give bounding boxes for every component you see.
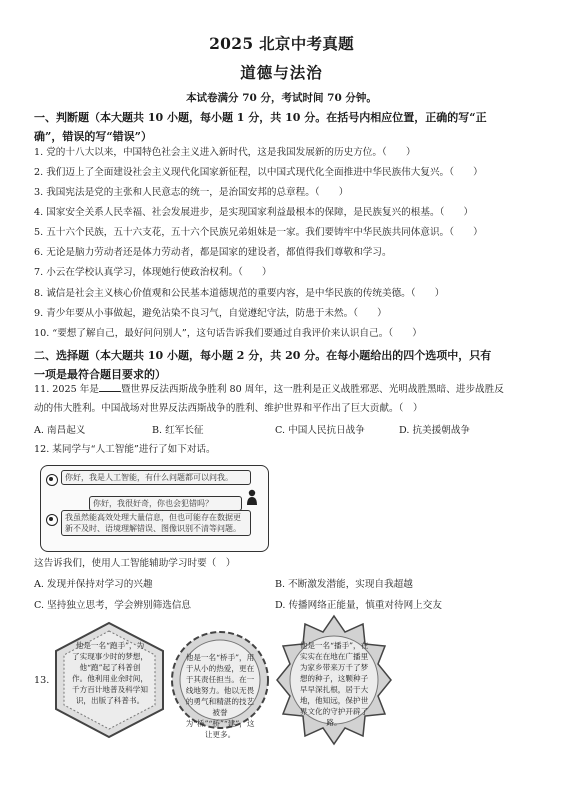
exam-title: 2025 北京中考真题 <box>209 34 354 53</box>
section1-heading-line1: 一、判断题（本大题共 10 小题，每小题 1 分，共 10 分。在括号内相应位置，正确的写“正 <box>34 111 487 124</box>
judge-item-2: 2. 我们迈上了全面建设社会主义现代化国家新征程，以中国式现代化全面推进中华民族伟大复兴。（ ） <box>34 167 483 178</box>
q11-blank <box>99 381 121 392</box>
q11-stem-post: 暨世界反法西斯战争胜利 80 周年，这一胜利是正义战胜邪恶、光明战胜黑暗、进步战胜反 <box>120 384 504 395</box>
q11-option-b: B. 红军长征 <box>152 425 204 436</box>
judge-item-8: 8. 诚信是社会主义核心价值观和公民基本道德规范的重要内容，是中华民族的传统美德。（ ） <box>34 288 445 299</box>
judge-item-9: 9. 青少年要从小事做起，避免沾染不良习气，自觉遵纪守法，防患于未然。（ ） <box>34 308 387 319</box>
exam-subject: 道德与法治 <box>240 63 323 82</box>
q12-option-b: B. 不断激发潜能，实现自我超越 <box>275 579 413 590</box>
badge-text-2: 他是一名“桥手”，用于从小的热爱，更在于其责任担当。在一线地努力。他以无畏的勇气和精湛的技艺被誉为“桥”“桥”“建”，这让更多。 <box>185 653 255 739</box>
badge-text-1: 他是一名“跑手”，为了实现事少时的梦想，他“跑”起了科普创作。他利用业余时间，千方百计地普及科学知识，出版了科普书。 <box>72 641 148 705</box>
section1-heading-line2: 确”，错误的写“错误”） <box>34 130 152 143</box>
judge-item-10: 10. “要想了解自己，最好问问别人”，这句话告诉我们要通过自我评价来认识自己。（ ） <box>34 328 422 339</box>
q11-option-c: C. 中国人民抗日战争 <box>275 425 365 436</box>
question-11-stem-line2: 动的伟大胜利。中国战场对世界反法西斯战争的胜利、维护世界和平作出了巨大贡献。（ ） <box>34 403 423 414</box>
question-11-stem <box>34 380 534 400</box>
question-12-question: 这告诉我们，使用人工智能辅助学习时要（ ） <box>34 558 236 569</box>
judge-item-6: 6. 无论是脑力劳动者还是体力劳动者，都是国家的建设者，都值得我们尊敬和学习。 <box>34 247 392 258</box>
judge-item-7: 7. 小云在学校认真学习，体现她行使政治权利。（ ） <box>34 267 272 278</box>
robot-icon <box>46 474 58 486</box>
judge-item-5: 5. 五十六个民族，五十六支花，五十六个民族兄弟姐妹是一家。我们要铸牢中华民族共同体意识。（ ） <box>34 227 483 238</box>
section2-heading-line2: 一项是最符合题目要求的） <box>34 368 166 381</box>
student-icon <box>246 489 258 505</box>
question-12-stem: 12. 某同学与“人工智能”进行了如下对话。 <box>34 444 216 455</box>
judge-item-4: 4. 国家安全关系人民幸福、社会发展进步，是实现国家利益最根本的保障，是民族复兴的根基。（ ） <box>34 207 474 218</box>
ai-chat-illustration <box>40 465 269 552</box>
exam-info: 本试卷满分 70 分，考试时间 70 分钟。 <box>186 92 377 104</box>
badge-text-3: 他是一名“播手”，在实实在在地在广播里为家乡带来万千了梦想的种子，这颗种子早早深扎根，居于大地，他知远，保护世界文化的守护开辟了路。 <box>299 641 369 727</box>
q12-option-c: C. 坚持独立思考，学会辨别筛选信息 <box>34 600 192 611</box>
chat-bubble-ai-1: 你好，我是人工智能，有什么问题都可以问我。 <box>61 470 251 485</box>
judge-item-3: 3. 我国宪法是党的主张和人民意志的统一，是治国安邦的总章程。（ ） <box>34 187 349 198</box>
q12-option-a: A. 发现并保持对学习的兴趣 <box>34 579 153 590</box>
robot-icon <box>46 514 58 526</box>
question-13-number: 13. <box>34 675 50 686</box>
section2-heading-line1: 二、选择题（本大题共 10 小题，每小题 2 分，共 20 分。在每小题给出的四个选项中，只有 <box>34 349 492 362</box>
q11-option-d: D. 抗美援朝战争 <box>399 425 471 436</box>
chat-bubble-ai-2: 我虽然能高效处理大量信息，但也可能存在数据更新不及时、语境理解错误、图像识别不清等问题。 <box>61 510 251 536</box>
q11-stem-pre: 11. 2025 年是 <box>34 384 99 395</box>
judge-item-1: 1. 党的十八大以来，中国特色社会主义进入新时代，这是我国发展新的历史方位。（ ） <box>34 147 416 158</box>
q11-option-a: A. 南昌起义 <box>34 425 86 436</box>
chat-bubble-student: 你好，我很好奇，你也会犯错吗？ <box>89 496 242 511</box>
q12-option-d: D. 传播网络正能量，慎重对待网上交友 <box>275 600 442 611</box>
